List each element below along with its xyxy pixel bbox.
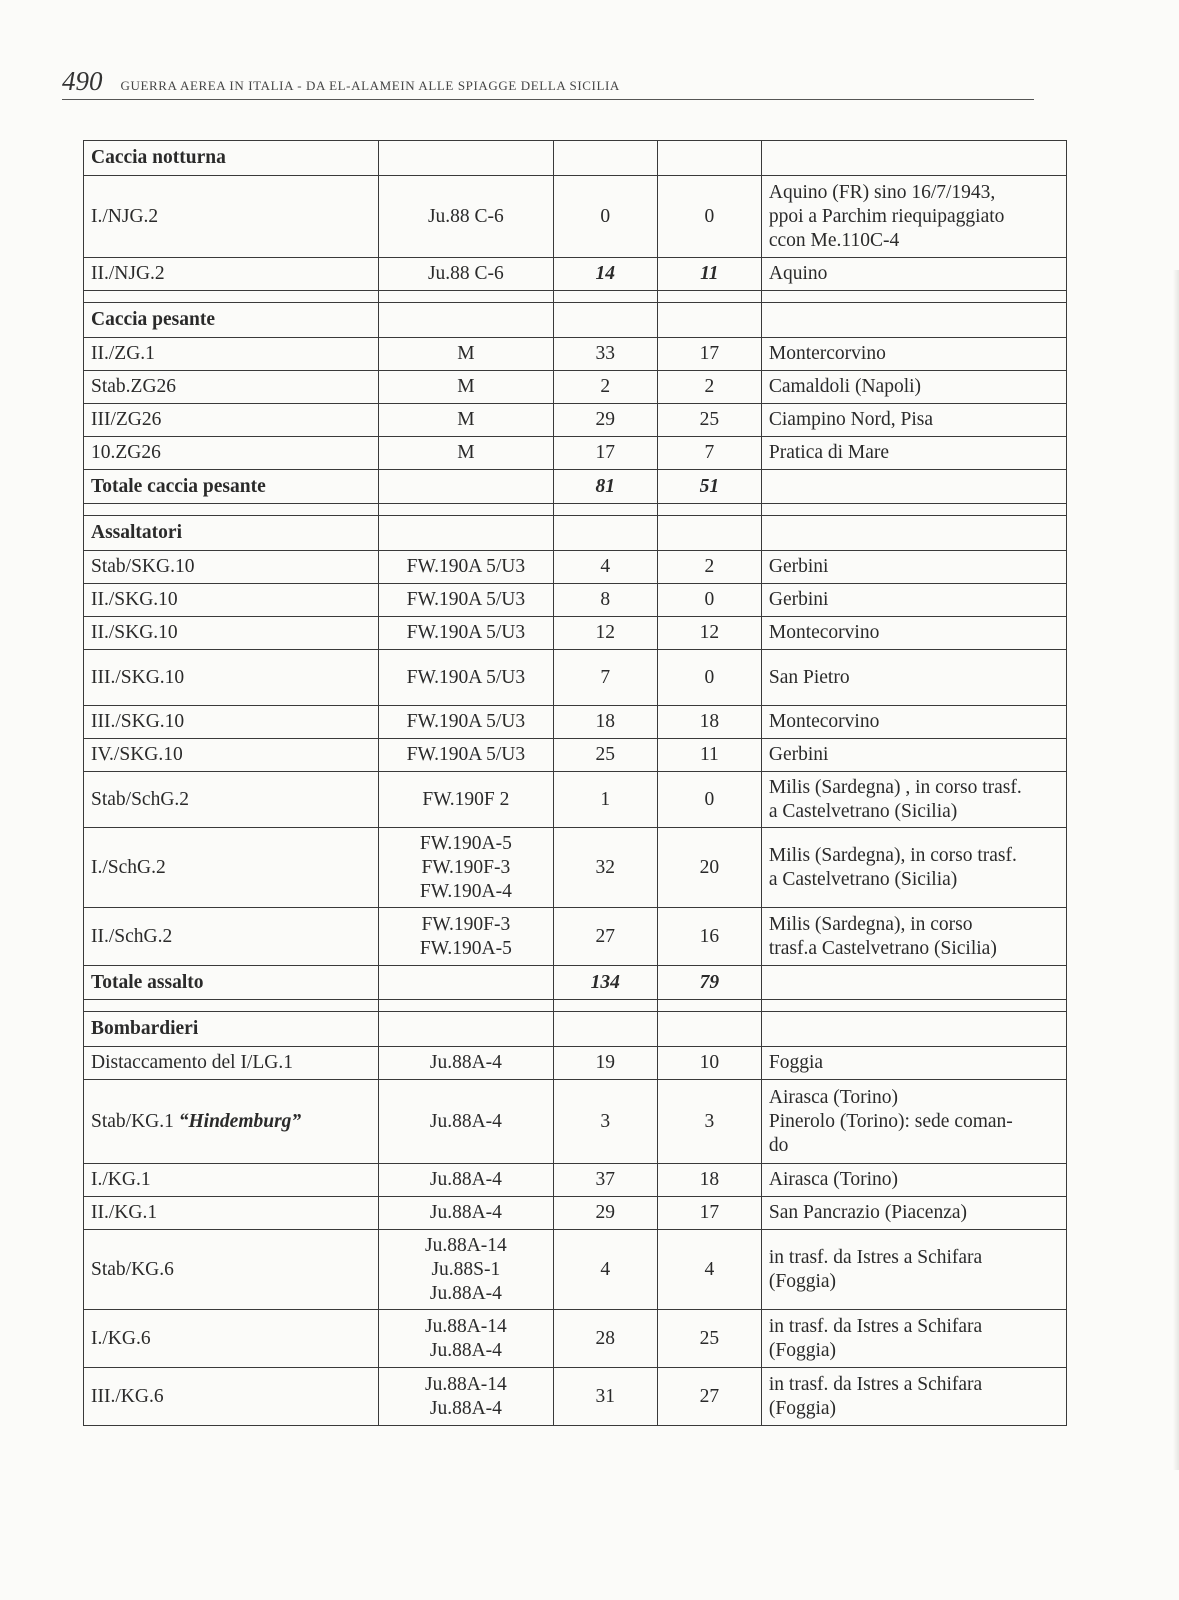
count-cell-2: 10 <box>657 1047 761 1080</box>
base-cell <box>761 828 1066 908</box>
table-row <box>84 908 1067 966</box>
unit-label: Stab/KG.1 <box>91 1110 174 1132</box>
base-line: trasf.a Castelvetrano (Sicilia) <box>768 937 997 959</box>
count-cell-2: 11 <box>657 739 761 772</box>
unit-cell <box>84 828 379 908</box>
table-row <box>84 1310 1067 1368</box>
table-row <box>84 584 1067 617</box>
unit-cell <box>84 1080 379 1164</box>
count-cell-1: 27 <box>553 908 657 966</box>
section-title: Assaltatori <box>84 516 379 551</box>
aircraft-type: Ju.88A-4 <box>429 1169 502 1190</box>
aircraft-type-cell <box>379 706 554 739</box>
unit-label: II./SchG.2 <box>91 925 173 947</box>
unit-cell <box>84 772 379 828</box>
aircraft-type: M <box>457 343 475 364</box>
aircraft-type-cell <box>379 650 554 706</box>
page-number: 490 <box>62 66 103 96</box>
table-row <box>84 404 1067 437</box>
base-cell <box>761 739 1066 772</box>
base-line: in trasf. da Istres a Schifara <box>768 1246 983 1268</box>
count-cell-1: 33 <box>553 338 657 371</box>
unit-cell <box>84 706 379 739</box>
base-cell <box>761 772 1066 828</box>
base-line: Milis (Sardegna) , in corso trasf. <box>768 776 1022 798</box>
page-header <box>62 66 1034 100</box>
table-row <box>84 828 1067 908</box>
count-cell-1: 25 <box>553 739 657 772</box>
page-edge-shadow <box>1173 270 1179 1470</box>
unit-label: I./KG.6 <box>91 1327 151 1349</box>
table-row <box>84 1197 1067 1230</box>
count-cell-2: 0 <box>657 650 761 706</box>
count-cell-1: 32 <box>553 828 657 908</box>
section-title: Caccia notturna <box>84 141 379 176</box>
table-row <box>84 338 1067 371</box>
base-line: San Pietro <box>768 666 850 688</box>
unit-cell <box>84 650 379 706</box>
aircraft-type: FW.190A 5/U3 <box>406 744 526 765</box>
count-cell-1: 7 <box>553 650 657 706</box>
aircraft-type: FW.190F 2 <box>422 788 510 810</box>
base-cell <box>761 404 1066 437</box>
base-line: Airasca (Torino) <box>768 1086 898 1108</box>
spacer-row <box>84 1000 1067 1012</box>
base-line: (Foggia) <box>768 1339 837 1361</box>
table-row <box>84 1080 1067 1164</box>
total-count-1: 81 <box>553 470 657 504</box>
base-cell <box>761 1310 1066 1368</box>
base-line: a Castelvetrano (Sicilia) <box>768 800 958 822</box>
base-cell <box>761 338 1066 371</box>
section-title: Bombardieri <box>84 1012 379 1047</box>
count-cell-2: 7 <box>657 437 761 470</box>
unit-cell <box>84 404 379 437</box>
base-cell <box>761 706 1066 739</box>
aircraft-type: FW.190A 5/U3 <box>406 622 526 643</box>
base-line: Gerbini <box>768 744 829 765</box>
unit-label: I./KG.1 <box>91 1169 151 1190</box>
count-cell-2: 3 <box>657 1080 761 1164</box>
aircraft-type-cell <box>379 551 554 584</box>
aircraft-type: M <box>457 376 475 397</box>
count-cell-2: 4 <box>657 1230 761 1310</box>
unit-label: III./KG.6 <box>91 1385 164 1407</box>
count-cell-2: 18 <box>657 1164 761 1197</box>
unit-label: 10.ZG26 <box>91 442 161 463</box>
aircraft-type-cell <box>379 772 554 828</box>
aircraft-type-cell <box>379 617 554 650</box>
table-row <box>84 371 1067 404</box>
base-cell <box>761 176 1066 258</box>
total-label: Totale assalto <box>84 966 379 1000</box>
count-cell-1: 12 <box>553 617 657 650</box>
unit-cell <box>84 1230 379 1310</box>
unit-cell <box>84 1164 379 1197</box>
aircraft-type-cell <box>379 1310 554 1368</box>
table-row <box>84 258 1067 291</box>
unit-cell <box>84 338 379 371</box>
count-cell-1: 4 <box>553 1230 657 1310</box>
count-cell-2: 11 <box>657 258 761 291</box>
aircraft-type: FW.190A-5 <box>419 832 512 854</box>
count-cell-1: 17 <box>553 437 657 470</box>
section-header-row <box>84 141 1067 176</box>
unit-cell <box>84 437 379 470</box>
unit-nickname: “Hindemburg” <box>178 1110 302 1132</box>
aircraft-type: FW.190A 5/U3 <box>406 556 526 577</box>
table-row <box>84 176 1067 258</box>
count-cell-1: 3 <box>553 1080 657 1164</box>
base-line: Foggia <box>768 1052 824 1073</box>
aircraft-type: Ju.88A-4 <box>429 1397 502 1419</box>
aircraft-type-cell: Ju.88 C-6 <box>379 258 554 291</box>
aircraft-type-cell <box>379 338 554 371</box>
aircraft-type: Ju.88A-14 <box>424 1315 507 1337</box>
count-cell-1: 28 <box>553 1310 657 1368</box>
count-cell-2: 27 <box>657 1368 761 1426</box>
count-cell-1: 19 <box>553 1047 657 1080</box>
unit-cell: I./NJG.2 <box>84 176 379 258</box>
base-line: in trasf. da Istres a Schifara <box>768 1315 983 1337</box>
count-cell-1: 31 <box>553 1368 657 1426</box>
section-header-row <box>84 303 1067 338</box>
section-header-row <box>84 516 1067 551</box>
unit-label: II./SKG.10 <box>91 589 178 610</box>
unit-cell <box>84 584 379 617</box>
base-cell <box>761 1047 1066 1080</box>
unit-cell <box>84 551 379 584</box>
table-row <box>84 1230 1067 1310</box>
base-cell <box>761 617 1066 650</box>
total-count-2: 79 <box>657 966 761 1000</box>
unit-label: III/ZG26 <box>91 409 162 430</box>
aircraft-type-cell <box>379 1368 554 1426</box>
aircraft-type: Ju.88A-4 <box>429 1202 502 1223</box>
base-cell <box>761 1080 1066 1164</box>
base-cell: Aquino <box>761 258 1066 291</box>
table-row <box>84 437 1067 470</box>
unit-label: Stab/SchG.2 <box>91 788 190 810</box>
unit-label: Stab/SKG.10 <box>91 556 195 577</box>
aircraft-type: Ju.88S-1 <box>431 1258 501 1280</box>
base-cell <box>761 371 1066 404</box>
base-line: (Foggia) <box>768 1397 837 1419</box>
base-line: Montecorvino <box>768 622 880 643</box>
aircraft-type-cell <box>379 1047 554 1080</box>
aircraft-type-cell <box>379 371 554 404</box>
aircraft-type: M <box>457 442 475 463</box>
table-row <box>84 1047 1067 1080</box>
aircraft-type: FW.190A-5 <box>419 937 512 959</box>
aircraft-type-cell <box>379 908 554 966</box>
base-line: Gerbini <box>768 556 829 577</box>
table-row <box>84 1368 1067 1426</box>
units-table <box>83 140 1067 1426</box>
base-cell <box>761 1197 1066 1230</box>
base-line: Montecorvino <box>768 711 880 732</box>
count-cell-1: 29 <box>553 1197 657 1230</box>
table-row <box>84 617 1067 650</box>
aircraft-type-cell <box>379 739 554 772</box>
running-title: GUERRA AEREA IN ITALIA - DA EL-ALAMEIN ALLE SPIAGGE DELLA SICILIA <box>120 78 620 93</box>
unit-cell <box>84 739 379 772</box>
count-cell-2: 25 <box>657 404 761 437</box>
aircraft-type: FW.190A-4 <box>419 880 512 902</box>
total-row <box>84 470 1067 504</box>
aircraft-type: Ju.88A-14 <box>424 1234 507 1256</box>
unit-label: I./SchG.2 <box>91 856 166 878</box>
spacer-row <box>84 504 1067 516</box>
base-line: Aquino (FR) sino 16/7/1943, <box>768 181 996 203</box>
base-line: Airasca (Torino) <box>768 1169 898 1190</box>
total-count-2: 51 <box>657 470 761 504</box>
unit-cell <box>84 371 379 404</box>
aircraft-type: FW.190F-3 <box>421 856 511 878</box>
count-cell-2: 20 <box>657 828 761 908</box>
aircraft-type: M <box>457 409 475 430</box>
total-label: Totale caccia pesante <box>84 470 379 504</box>
unit-cell <box>84 1368 379 1426</box>
aircraft-type: Ju.88A-14 <box>424 1373 507 1395</box>
unit-cell <box>84 1197 379 1230</box>
count-cell-2: 17 <box>657 338 761 371</box>
aircraft-type-cell <box>379 584 554 617</box>
aircraft-type: Ju.88A-4 <box>429 1282 502 1304</box>
base-cell <box>761 437 1066 470</box>
base-cell <box>761 551 1066 584</box>
base-cell <box>761 1368 1066 1426</box>
base-line: a Castelvetrano (Sicilia) <box>768 868 958 890</box>
count-cell-2: 0 <box>657 584 761 617</box>
base-line: ppoi a Parchim riequipaggiato <box>768 205 1005 227</box>
aircraft-type: FW.190A 5/U3 <box>406 711 526 732</box>
count-cell-1: 4 <box>553 551 657 584</box>
aircraft-type: Ju.88A-4 <box>429 1052 502 1073</box>
section-title: Caccia pesante <box>84 303 379 338</box>
count-cell-2: 17 <box>657 1197 761 1230</box>
unit-label: III./SKG.10 <box>91 711 185 732</box>
table-row <box>84 650 1067 706</box>
count-cell-2: 2 <box>657 371 761 404</box>
base-cell <box>761 1164 1066 1197</box>
aircraft-type-cell <box>379 1164 554 1197</box>
base-line: Camaldoli (Napoli) <box>768 376 922 397</box>
base-line: Montercorvino <box>768 343 886 364</box>
count-cell-2: 16 <box>657 908 761 966</box>
base-line: San Pancrazio (Piacenza) <box>768 1202 968 1223</box>
aircraft-type: FW.190A 5/U3 <box>406 589 526 610</box>
base-line: Pinerolo (Torino): sede coman- <box>768 1110 1013 1132</box>
unit-label: Stab.ZG26 <box>91 376 177 397</box>
count-cell-1: 29 <box>553 404 657 437</box>
unit-cell <box>84 617 379 650</box>
unit-cell <box>84 1047 379 1080</box>
table-row <box>84 1164 1067 1197</box>
base-cell <box>761 1230 1066 1310</box>
unit-cell <box>84 1310 379 1368</box>
count-cell-1: 18 <box>553 706 657 739</box>
base-line: Pratica di Mare <box>768 442 890 463</box>
unit-cell <box>84 908 379 966</box>
unit-label: II./ZG.1 <box>91 343 155 364</box>
unit-label: III./SKG.10 <box>91 666 185 688</box>
section-header-row <box>84 1012 1067 1047</box>
unit-label: IV./SKG.10 <box>91 744 183 765</box>
unit-label: Distaccamento del I/LG.1 <box>91 1052 293 1073</box>
base-cell <box>761 584 1066 617</box>
count-cell-1: 37 <box>553 1164 657 1197</box>
aircraft-type-cell <box>379 1197 554 1230</box>
aircraft-type: FW.190A 5/U3 <box>406 666 526 688</box>
base-line: do <box>768 1134 789 1156</box>
units-table-body <box>84 141 1067 1426</box>
unit-label: II./SKG.10 <box>91 622 178 643</box>
aircraft-type-cell <box>379 1080 554 1164</box>
table-row <box>84 739 1067 772</box>
base-line: Milis (Sardegna), in corso <box>768 913 973 935</box>
aircraft-type: Ju.88A-4 <box>429 1110 502 1132</box>
count-cell-2: 0 <box>657 176 761 258</box>
table-row <box>84 706 1067 739</box>
unit-label: Stab/KG.6 <box>91 1258 174 1280</box>
unit-cell: II./NJG.2 <box>84 258 379 291</box>
base-line: Gerbini <box>768 589 829 610</box>
count-cell-1: 14 <box>553 258 657 291</box>
base-line: Milis (Sardegna), in corso trasf. <box>768 844 1017 866</box>
aircraft-type-cell <box>379 437 554 470</box>
count-cell-2: 2 <box>657 551 761 584</box>
count-cell-2: 18 <box>657 706 761 739</box>
total-count-1: 134 <box>553 966 657 1000</box>
count-cell-2: 25 <box>657 1310 761 1368</box>
aircraft-type-cell <box>379 404 554 437</box>
base-cell <box>761 908 1066 966</box>
base-line: ccon Me.110C-4 <box>768 229 900 251</box>
aircraft-type-cell <box>379 828 554 908</box>
base-line: (Foggia) <box>768 1270 837 1292</box>
count-cell-1: 0 <box>553 176 657 258</box>
aircraft-type: Ju.88A-4 <box>429 1339 502 1361</box>
aircraft-type-cell: Ju.88 C-6 <box>379 176 554 258</box>
count-cell-2: 12 <box>657 617 761 650</box>
base-line: in trasf. da Istres a Schifara <box>768 1373 983 1395</box>
table-row <box>84 772 1067 828</box>
aircraft-type: FW.190F-3 <box>421 913 511 935</box>
aircraft-type-cell <box>379 1230 554 1310</box>
unit-label: II./KG.1 <box>91 1202 158 1223</box>
count-cell-2: 0 <box>657 772 761 828</box>
table-row <box>84 551 1067 584</box>
base-cell <box>761 650 1066 706</box>
count-cell-1: 1 <box>553 772 657 828</box>
spacer-row <box>84 291 1067 303</box>
total-row <box>84 966 1067 1000</box>
count-cell-1: 8 <box>553 584 657 617</box>
base-line: Ciampino Nord, Pisa <box>768 409 933 430</box>
count-cell-1: 2 <box>553 371 657 404</box>
